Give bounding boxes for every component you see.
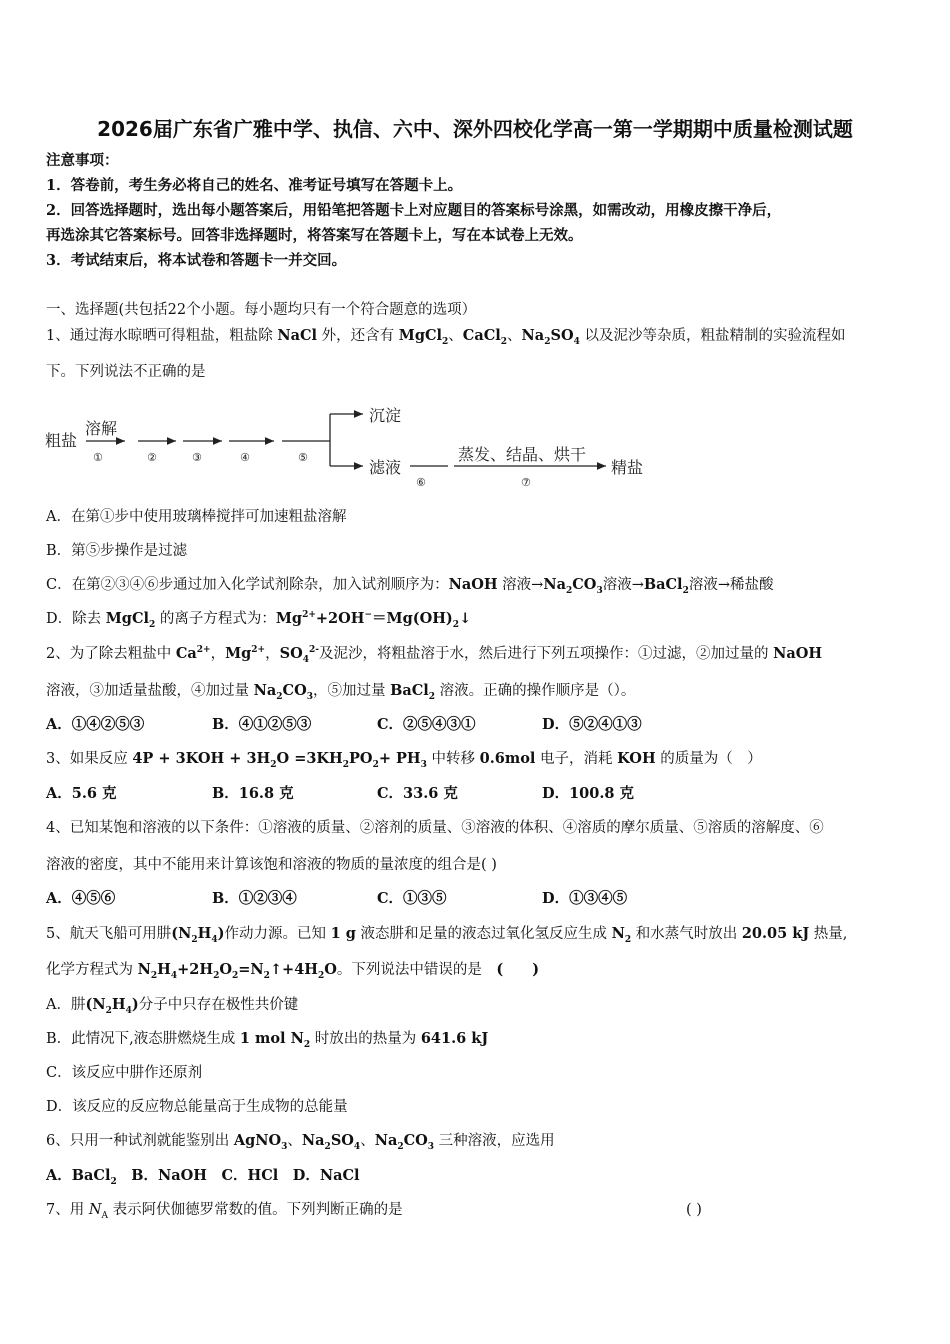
q2-stem: 2、为了除去粗盐中 $Ca^{2+}$，$Mg^{2+}$，$SO_4^{2-}$及泥沙，将粗盐溶于水，然后进行下列五项操作：①过滤，②加过量的 NaOH xyxy=(46,645,823,665)
q1-option-a: A．在第①步中使用玻璃棒搅拌可加速粗盐溶解 xyxy=(46,509,347,525)
q1-stem-2: 下。下列说法不正确的是 xyxy=(46,364,206,380)
flow-step: ⑥ xyxy=(416,476,426,489)
q7-stem: 7、用 $N_A$ 表示阿伏伽德罗常数的值。下列判断正确的是 xyxy=(46,1202,403,1221)
q4-stem: 4、已知某饱和溶液的以下条件：①溶液的质量、②溶剂的质量、③溶液的体积、④溶质的摩尔质量、⑤溶质的溶解度、⑥ xyxy=(46,820,824,836)
flow-step: ③ xyxy=(192,451,202,464)
q2-option: A．①④②⑤③ xyxy=(46,716,145,733)
flow-precipitate: 沉淀 xyxy=(369,406,402,425)
q4-stem-2: 溶液的密度，其中不能用来计算该饱和溶液的物质的量浓度的组合是( ) xyxy=(46,857,497,873)
q4-option: D．①③④⑤ xyxy=(542,890,628,907)
q1-option-b: B．第⑤步操作是过滤 xyxy=(46,543,188,559)
flow-start: 粗盐 xyxy=(45,431,78,450)
q5-option-d: D．该反应的反应物总能量高于生成物的总能量 xyxy=(46,1099,348,1115)
q2-option: C．②⑤④③① xyxy=(377,716,476,733)
q5-option-b: B．此情况下,液态肼燃烧生成 1 mol $N_2$ 时放出的热量为 641.6 kJ xyxy=(46,1030,489,1050)
q4-option: A．④⑤⑥ xyxy=(46,890,116,907)
q7-answer-paren: ( ) xyxy=(686,1202,702,1218)
section-heading: 一、选择题(共包括22个小题。每小题均只有一个符合题意的选项） xyxy=(46,302,477,318)
flow-filtrate: 滤液 xyxy=(369,458,402,477)
page-title: 2026届广东省广雅中学、执信、六中、深外四校化学高一第一学期期中质量检测试题 xyxy=(97,117,853,141)
q1-stem: 1、通过海水晾晒可得粗盐，粗盐除 NaCl 外，还含有 MgCl$_2$、CaCl$_2$、$Na_2SO_4$ 以及泥沙等杂质，粗盐精制的实验流程如 xyxy=(46,327,846,347)
q5-option-c: C．该反应中肼作还原剂 xyxy=(46,1065,203,1081)
flow-step: ⑦ xyxy=(521,476,531,489)
q6-options: A．BaCl$_2$ B．NaOH C．HCl D．NaCl xyxy=(46,1167,360,1187)
q5-stem-2: 化学方程式为 $N_2H_4+2H_2O_2=N_2↑+4H_2O$。下列说法中错误的是 ( ) xyxy=(46,961,540,981)
flow-step: ④ xyxy=(240,451,250,464)
q3-option: D．100.8 克 xyxy=(542,785,635,802)
q4-option: C．①③⑤ xyxy=(377,890,447,907)
q1-option-d: D．除去 MgCl$_2$ 的离子方程式为：$Mg^{2+}+2OH^-=Mg(OH)_2↓$ xyxy=(46,610,472,630)
q3-option: A．5.6 克 xyxy=(46,785,117,802)
q2-option: D．⑤②④①③ xyxy=(542,716,642,733)
notice-item: 2．回答选择题时，选出每小题答案后，用铅笔把答题卡上对应题目的答案标号涂黑，如需改动，用橡皮擦干净后， xyxy=(46,202,782,219)
notice-item: 1．答卷前，考生务必将自己的姓名、准考证号填写在答题卡上。 xyxy=(46,177,463,194)
q1-option-c: C．在第②③④⑥步通过加入化学试剂除杂，加入试剂顺序为：NaOH 溶液$\to Na_2CO_3$溶液→BaCl$_2$溶液→稀盐酸 xyxy=(46,576,774,596)
q5-option-a: A．肼$(N_2H_4)$分子中只存在极性共价键 xyxy=(46,996,299,1016)
notice-heading: 注意事项： xyxy=(46,152,119,169)
q3-option: B．16.8 克 xyxy=(212,785,294,802)
flow-step: ⑤ xyxy=(298,451,308,464)
q3-option: C．33.6 克 xyxy=(377,785,458,802)
flow-step: ② xyxy=(147,451,157,464)
q2-stem-2: 溶液，③加适量盐酸，④加过量 $Na_2CO_3$，⑤加过量 BaCl$_2$ 溶液。正确的操作顺序是（）。 xyxy=(46,682,636,702)
flow-dissolve: 溶解 xyxy=(85,419,118,438)
q4-option: B．①②③④ xyxy=(212,890,297,907)
notice-item: 3．考试结束后，将本试卷和答题卡一并交回。 xyxy=(46,252,347,269)
q6-stem: 6、只用一种试剂就能鉴别出 AgNO$_3$、$Na_2SO_4$、$Na_2CO_3$ 三种溶液，应选用 xyxy=(46,1132,555,1152)
notice-item: 再选涂其它答案标号。回答非选择题时，将答案写在答题卡上，写在本试卷上无效。 xyxy=(46,227,583,244)
flow-end: 精盐 xyxy=(611,458,644,477)
flow-process: 蒸发、结晶、烘干 xyxy=(458,445,587,464)
q5-stem: 5、航天飞船可用肼$(N_2H_4)$作动力源。已知 1 g 液态肼和足量的液态过氧化氢反应生成 $N_2$ 和水蒸气时放出 20.05 kJ 热量, xyxy=(46,925,848,945)
q3-stem: 3、如果反应 $4P + 3KOH + 3H_2O =3KH_2PO_2+ PH_3$ 中转移 0.6mol 电子，消耗 KOH 的质量为（ ） xyxy=(46,750,762,770)
flow-step: ① xyxy=(93,451,103,464)
flow-diagram xyxy=(40,398,680,498)
q2-option: B．④①②⑤③ xyxy=(212,716,312,733)
